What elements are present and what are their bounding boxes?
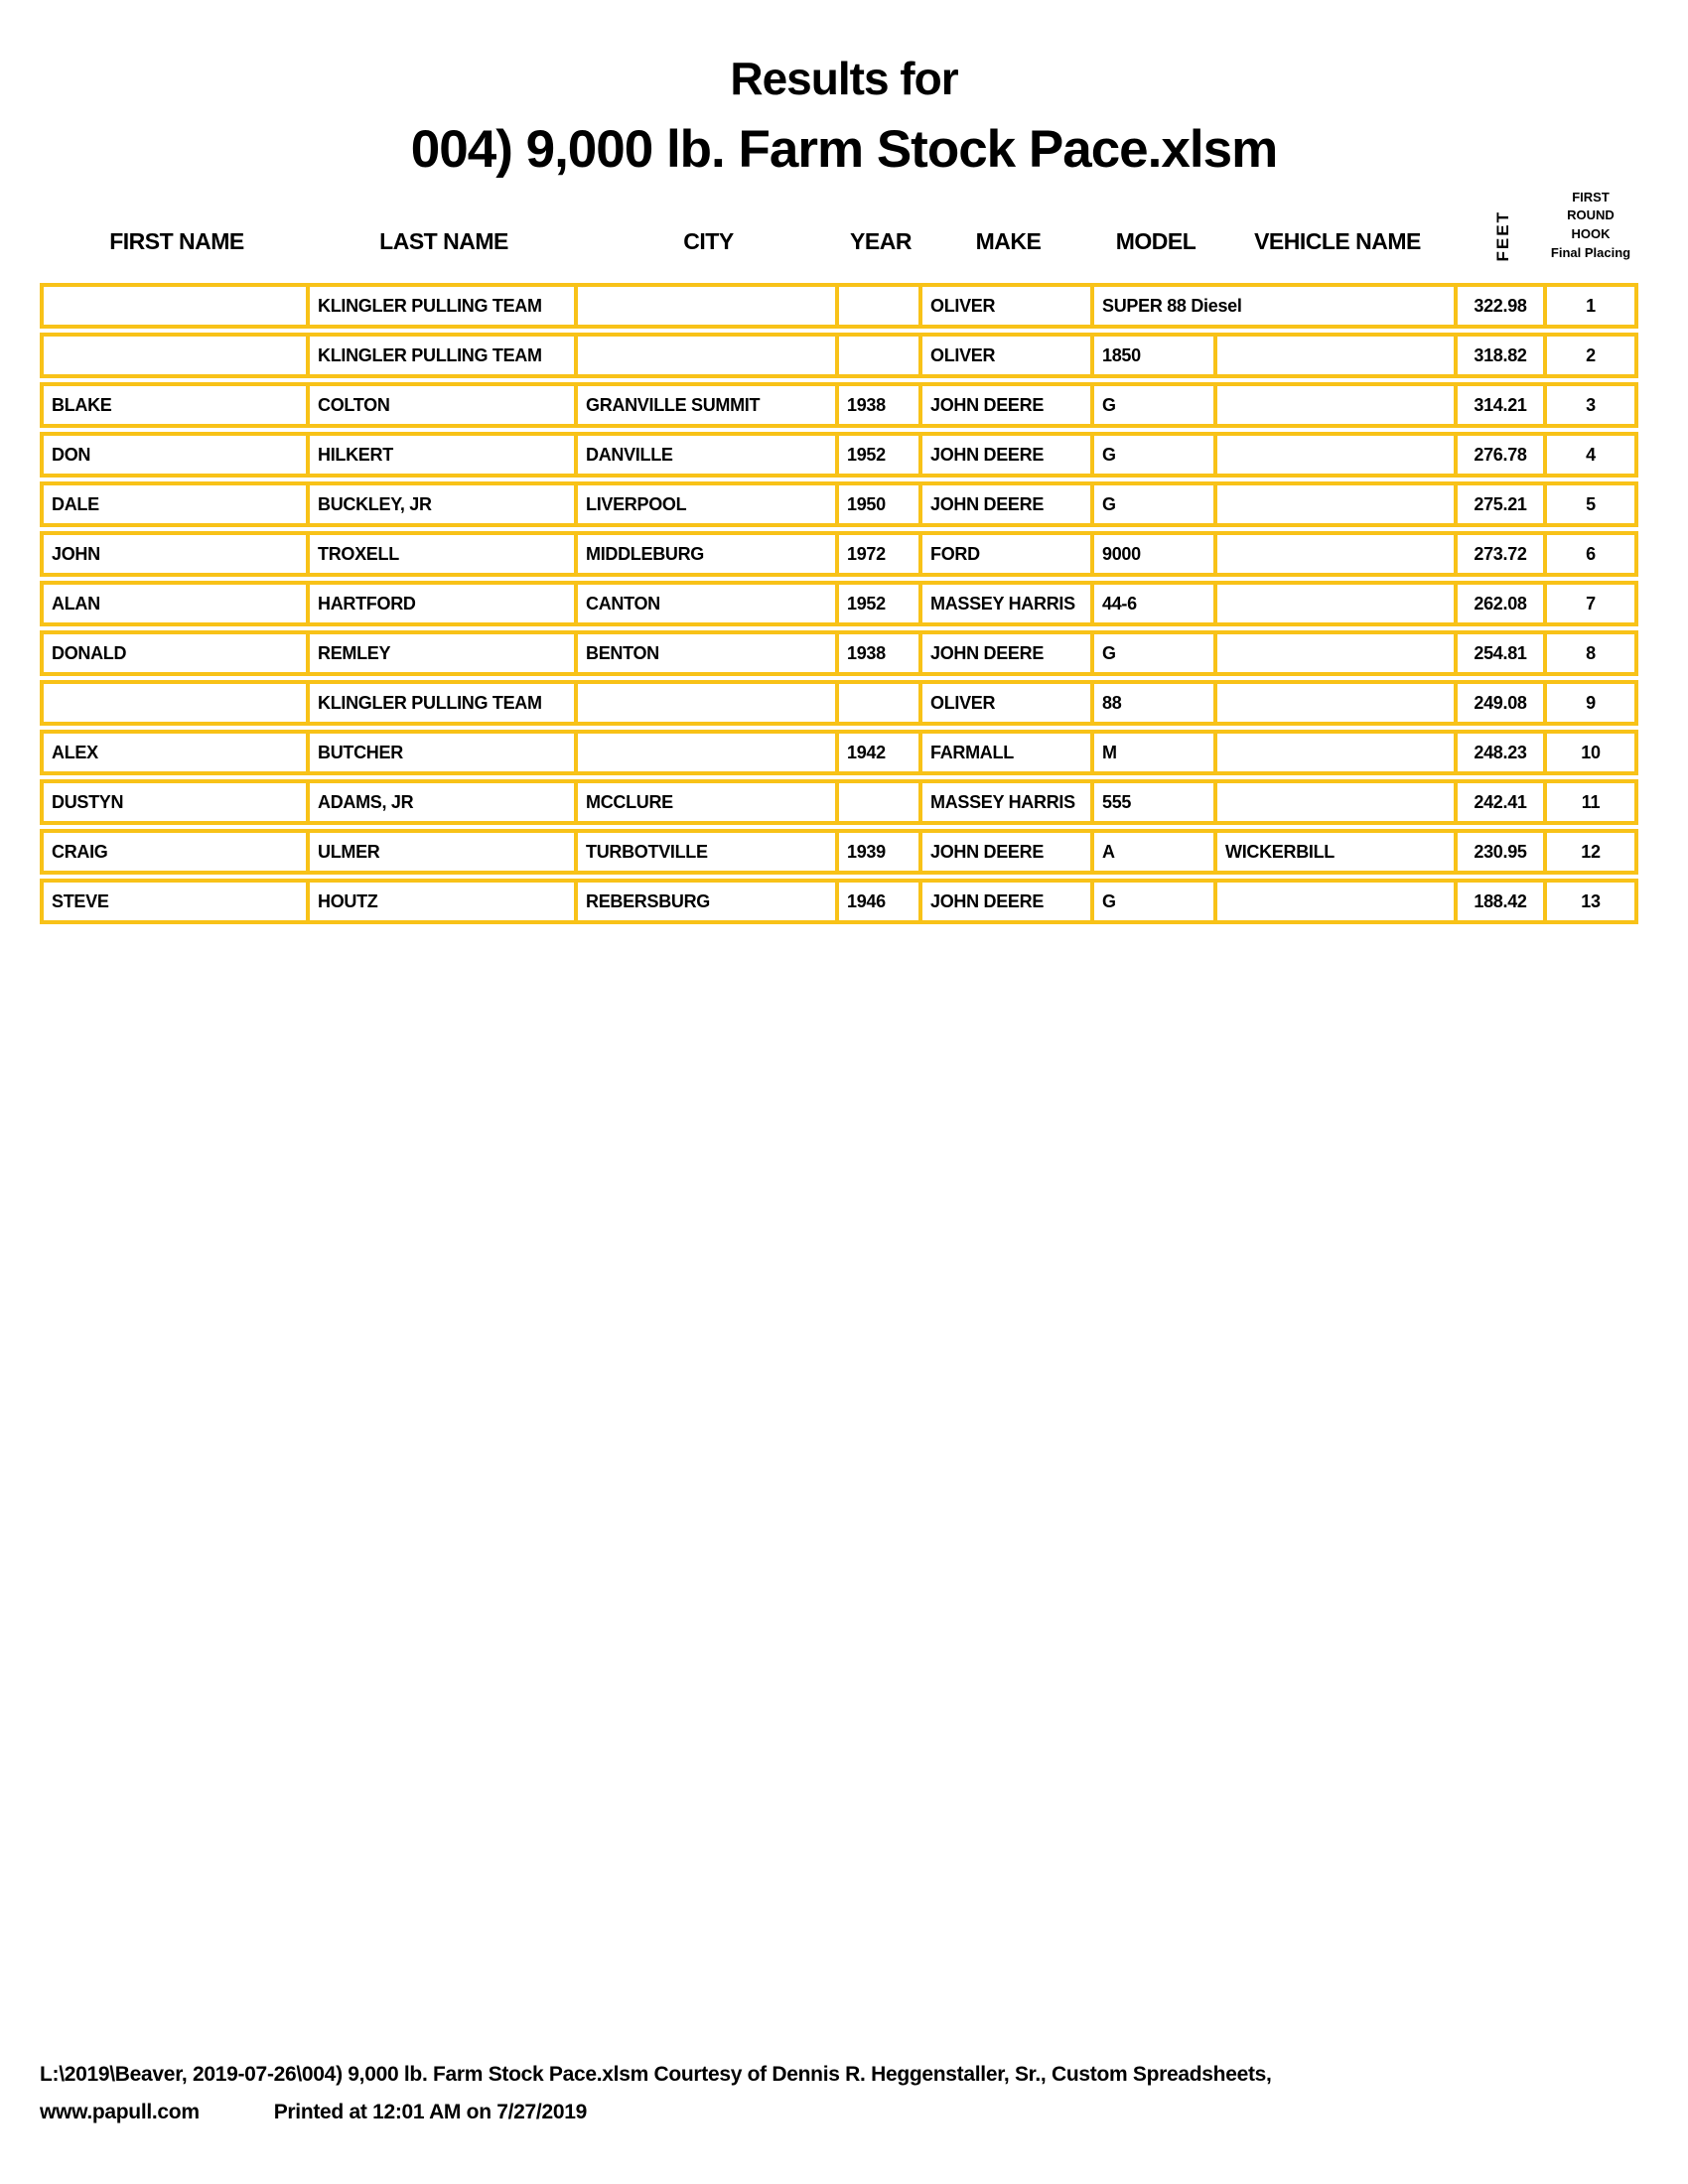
cell-year: 1938 (839, 634, 922, 672)
header-year: YEAR (850, 228, 912, 254)
header-hook-line2: HOOK (1571, 226, 1611, 242)
cell-last-name: TROXELL (310, 535, 578, 573)
cell-year: 1952 (839, 585, 922, 622)
footer-printed-timestamp: Printed at 12:01 AM on 7/27/2019 (273, 2101, 587, 2123)
cell-city: DANVILLE (578, 436, 839, 474)
cell-placing: 7 (1586, 593, 1596, 614)
cell-placing: 6 (1586, 543, 1596, 564)
cell-year (839, 337, 922, 374)
cell-city: CANTON (578, 585, 839, 622)
cell-make: OLIVER (922, 337, 1094, 374)
cell-first-name: DON (44, 436, 310, 474)
table-row (40, 531, 1638, 577)
title-block (0, 0, 1688, 180)
table-row (40, 333, 1638, 378)
table-row (40, 879, 1638, 924)
table-row (40, 382, 1638, 428)
cell-last-name: KLINGLER PULLING TEAM (310, 287, 578, 325)
footer-website: www.papull.com (40, 2101, 200, 2123)
cell-feet: 273.72 (1458, 535, 1547, 573)
cell-vehicle-name (1217, 535, 1458, 573)
page-footer (40, 2063, 1648, 2124)
table-row (40, 581, 1638, 626)
cell-feet: 322.98 (1458, 287, 1547, 325)
table-row (40, 779, 1638, 825)
table-header-row (40, 159, 1638, 283)
cell-year: 1952 (839, 436, 922, 474)
cell-year (839, 783, 922, 821)
results-table (40, 159, 1638, 928)
cell-feet: 249.08 (1458, 684, 1547, 722)
cell-feet: 318.82 (1458, 337, 1547, 374)
cell-vehicle-name (1217, 386, 1458, 424)
cell-placing: 9 (1586, 692, 1596, 713)
cell-first-name: STEVE (44, 883, 310, 920)
cell-year (839, 287, 922, 325)
cell-model: M (1094, 734, 1217, 771)
cell-make: MASSEY HARRIS (922, 585, 1094, 622)
cell-first-name: DONALD (44, 634, 310, 672)
cell-model: G (1094, 436, 1217, 474)
cell-make: JOHN DEERE (922, 883, 1094, 920)
cell-vehicle-name (1217, 436, 1458, 474)
cell-last-name: ULMER (310, 833, 578, 871)
cell-vehicle-name (1217, 337, 1458, 374)
cell-first-name (44, 684, 310, 722)
cell-last-name: COLTON (310, 386, 578, 424)
table-row (40, 680, 1638, 726)
footer-filepath-credit: L:\2019\Beaver, 2019-07-26\004) 9,000 lb. Farm Stock Pace.xlsm Courtesy of Dennis R. Heggenstaller, Sr., Custom Spreadsheets, (40, 2063, 1272, 2086)
table-row (40, 481, 1638, 527)
cell-feet: 248.23 (1458, 734, 1547, 771)
header-city: CITY (683, 228, 734, 254)
cell-city (578, 734, 839, 771)
cell-last-name: REMLEY (310, 634, 578, 672)
cell-first-name: CRAIG (44, 833, 310, 871)
header-last-name: LAST NAME (379, 228, 508, 254)
cell-vehicle-name (1217, 883, 1458, 920)
table-row (40, 730, 1638, 775)
cell-last-name: ADAMS, JR (310, 783, 578, 821)
cell-model: G (1094, 485, 1217, 523)
cell-placing: 4 (1586, 444, 1596, 465)
cell-year: 1938 (839, 386, 922, 424)
cell-city: GRANVILLE SUMMIT (578, 386, 839, 424)
cell-first-name: DALE (44, 485, 310, 523)
cell-first-name (44, 337, 310, 374)
page-title-line2: 004) 9,000 lb. Farm Stock Pace.xlsm (410, 120, 1278, 179)
cell-feet: 242.41 (1458, 783, 1547, 821)
cell-city (578, 287, 839, 325)
cell-make: JOHN DEERE (922, 485, 1094, 523)
cell-vehicle-name (1217, 734, 1458, 771)
cell-model: 1850 (1094, 337, 1217, 374)
footer-line2 (40, 2101, 1648, 2124)
cell-vehicle-name (1217, 783, 1458, 821)
cell-placing: 1 (1586, 295, 1596, 316)
cell-feet: 262.08 (1458, 585, 1547, 622)
cell-last-name: HARTFORD (310, 585, 578, 622)
cell-make: JOHN DEERE (922, 436, 1094, 474)
cell-vehicle-name (1217, 485, 1458, 523)
cell-placing: 3 (1586, 394, 1596, 415)
cell-placing: 12 (1581, 841, 1601, 862)
cell-make: JOHN DEERE (922, 634, 1094, 672)
cell-feet: 276.78 (1458, 436, 1547, 474)
cell-city: TURBOTVILLE (578, 833, 839, 871)
page-title-line1: Results for (730, 53, 958, 104)
cell-feet: 275.21 (1458, 485, 1547, 523)
cell-feet: 254.81 (1458, 634, 1547, 672)
cell-last-name: HOUTZ (310, 883, 578, 920)
cell-model: G (1094, 386, 1217, 424)
cell-feet: 188.42 (1458, 883, 1547, 920)
table-body (40, 283, 1638, 924)
cell-last-name: BUTCHER (310, 734, 578, 771)
cell-make: OLIVER (922, 684, 1094, 722)
table-row (40, 630, 1638, 676)
cell-last-name: BUCKLEY, JR (310, 485, 578, 523)
header-model: MODEL (1115, 228, 1196, 254)
cell-last-name: HILKERT (310, 436, 578, 474)
cell-first-name: JOHN (44, 535, 310, 573)
cell-placing: 10 (1581, 742, 1601, 762)
cell-vehicle-name (1217, 634, 1458, 672)
cell-model: 555 (1094, 783, 1217, 821)
cell-last-name: KLINGLER PULLING TEAM (310, 684, 578, 722)
table-row (40, 432, 1638, 478)
cell-model: SUPER 88 Diesel (1094, 287, 1458, 325)
cell-make: OLIVER (922, 287, 1094, 325)
cell-model: A (1094, 833, 1217, 871)
cell-first-name: ALAN (44, 585, 310, 622)
cell-year: 1939 (839, 833, 922, 871)
cell-vehicle-name (1217, 684, 1458, 722)
cell-make: JOHN DEERE (922, 833, 1094, 871)
cell-year: 1942 (839, 734, 922, 771)
cell-model: 44-6 (1094, 585, 1217, 622)
cell-year (839, 684, 922, 722)
cell-placing: 2 (1586, 344, 1596, 365)
cell-make: JOHN DEERE (922, 386, 1094, 424)
cell-model: 88 (1094, 684, 1217, 722)
header-vehicle-name: VEHICLE NAME (1254, 228, 1421, 254)
cell-first-name: ALEX (44, 734, 310, 771)
cell-city: REBERSBURG (578, 883, 839, 920)
header-feet (1458, 210, 1547, 283)
cell-model: G (1094, 634, 1217, 672)
cell-feet: 314.21 (1458, 386, 1547, 424)
cell-feet: 230.95 (1458, 833, 1547, 871)
cell-city: LIVERPOOL (578, 485, 839, 523)
cell-make: MASSEY HARRIS (922, 783, 1094, 821)
cell-first-name: BLAKE (44, 386, 310, 424)
cell-year: 1950 (839, 485, 922, 523)
cell-vehicle-name (1217, 585, 1458, 622)
header-hook-line1: FIRST ROUND (1567, 189, 1615, 223)
cell-city: MIDDLEBURG (578, 535, 839, 573)
header-first-name: FIRST NAME (109, 228, 244, 254)
header-make: MAKE (975, 228, 1042, 254)
cell-placing: 5 (1586, 493, 1596, 514)
cell-last-name: KLINGLER PULLING TEAM (310, 337, 578, 374)
header-final-placing (1547, 189, 1634, 283)
cell-model: 9000 (1094, 535, 1217, 573)
cell-first-name (44, 287, 310, 325)
cell-city (578, 684, 839, 722)
table-row (40, 283, 1638, 329)
cell-city: BENTON (578, 634, 839, 672)
cell-make: FARMALL (922, 734, 1094, 771)
cell-placing: 8 (1586, 642, 1596, 663)
cell-make: FORD (922, 535, 1094, 573)
header-hook-line3: Final Placing (1550, 245, 1631, 261)
cell-model: G (1094, 883, 1217, 920)
cell-first-name: DUSTYN (44, 783, 310, 821)
cell-placing: 11 (1581, 791, 1601, 812)
cell-placing: 13 (1581, 890, 1601, 911)
table-row (40, 829, 1638, 875)
feet-vertical-label: FEET (1492, 209, 1512, 261)
cell-city (578, 337, 839, 374)
cell-city: MCCLURE (578, 783, 839, 821)
cell-vehicle-name: WICKERBILL (1217, 833, 1458, 871)
cell-year: 1946 (839, 883, 922, 920)
cell-year: 1972 (839, 535, 922, 573)
